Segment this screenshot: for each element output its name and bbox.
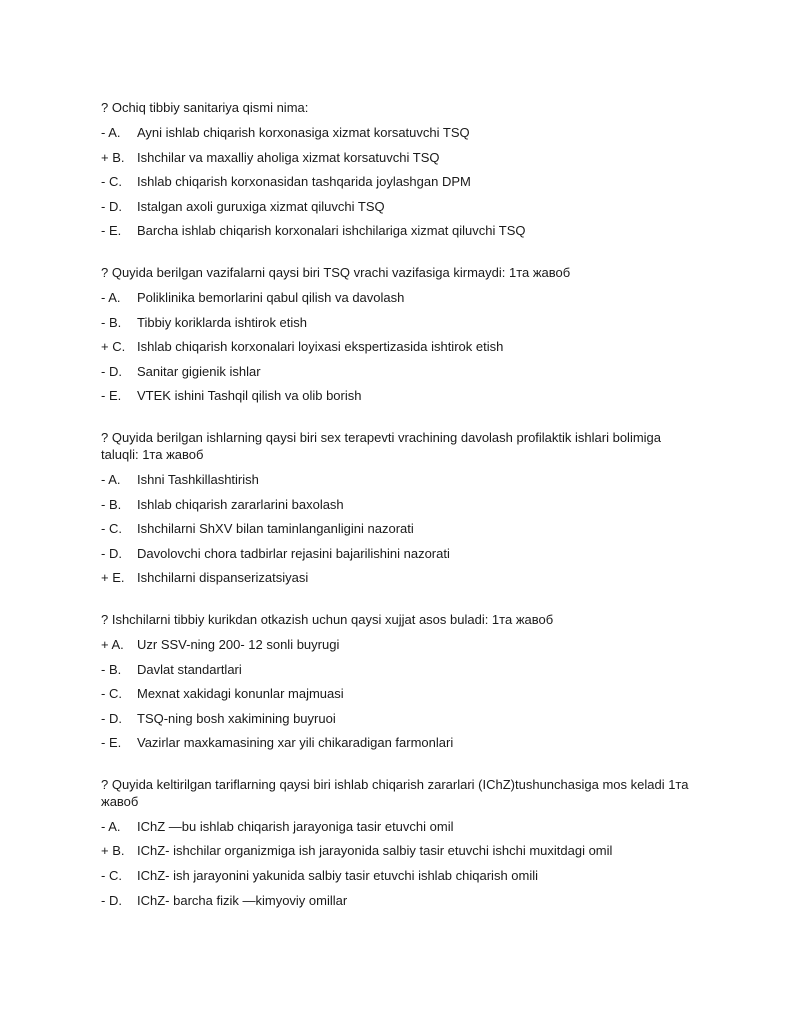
- answer-option: [101, 544, 701, 569]
- option-text: IChZ- ish jarayonini yakunida salbiy tasir etuvchi ishlab chiqarish omili: [137, 868, 539, 884]
- question-3: [101, 429, 701, 593]
- answer-option: [101, 684, 701, 709]
- option-marker: - D.: [101, 198, 122, 214]
- question-5: [101, 776, 701, 915]
- option-text: TSQ-ning bosh xakimining buyruoi: [137, 710, 336, 726]
- answer-option: [101, 519, 701, 544]
- option-text: Tibbiy koriklarda ishtirok etish: [137, 314, 308, 330]
- answer-option: [101, 635, 701, 660]
- question-2: [101, 264, 701, 411]
- option-text: VTEK ishini Tashqil qilish va olib borish: [137, 388, 362, 404]
- answer-option: [101, 288, 701, 313]
- question-4: [101, 611, 701, 758]
- answer-option: [101, 891, 701, 916]
- answer-option: [101, 386, 701, 411]
- option-marker: - D.: [101, 363, 122, 379]
- answer-option: [101, 470, 701, 495]
- option-text: Ishchilarni dispanserizatsiyasi: [137, 570, 309, 586]
- option-marker: - B.: [101, 314, 122, 330]
- option-text: Davolovchi chora tadbirlar rejasini bajarilishini nazorati: [137, 545, 450, 561]
- answer-option: [101, 841, 701, 866]
- option-text: Ishni Tashkillashtirish: [137, 471, 259, 487]
- option-marker: - B.: [101, 661, 122, 677]
- question-text: ? Quyida berilgan ishlarning qaysi biri sex terapevti vrachining davolash profilaktik ishlari bolimiga taluqli: 1та жавоб: [101, 429, 662, 462]
- option-text: Ishchilarni ShXV bilan taminlanganligini nazorati: [137, 521, 414, 537]
- option-marker: + A.: [101, 636, 124, 652]
- answer-option: [101, 172, 701, 197]
- question-text: ? Quyida berilgan vazifalarni qaysi biri TSQ vrachi vazifasiga kirmaydi: 1та жавоб: [101, 264, 571, 280]
- option-marker: + B.: [101, 843, 125, 859]
- option-text: Vazirlar maxkamasining xar yili chikaradigan farmonlari: [137, 735, 454, 751]
- option-marker: - D.: [101, 710, 122, 726]
- option-text: IChZ- ishchilar organizmiga ish jarayonida salbiy tasir etuvchi ishchi muxitdagi omil: [137, 843, 613, 859]
- option-text: Ishlab chiqarish korxonasidan tashqarida joylashgan DPM: [137, 174, 471, 190]
- option-text: Uzr SSV-ning 200- 12 sonli buyrugi: [137, 636, 340, 652]
- question-text: ? Ishchilarni tibbiy kurikdan otkazish uchun qaysi xujjat asos buladi: 1та жавоб: [101, 611, 554, 627]
- option-marker: - C.: [101, 174, 122, 190]
- option-marker: - E.: [101, 388, 122, 404]
- answer-option: [101, 495, 701, 520]
- answer-option: [101, 866, 701, 891]
- answer-option: [101, 733, 701, 758]
- question-1: [101, 99, 701, 246]
- question-text: ? Ochiq tibbiy sanitariya qismi nima:: [101, 100, 309, 115]
- option-text: Barcha ishlab chiqarish korxonalari ishchilariga xizmat qiluvchi TSQ: [137, 223, 526, 239]
- option-marker: - A.: [101, 289, 121, 305]
- option-text: Ayni ishlab chiqarish korxonasiga xizmat korsatuvchi TSQ: [137, 125, 470, 140]
- option-text: Ishlab chiqarish zararlarini baxolash: [137, 496, 344, 512]
- option-marker: - C.: [101, 521, 122, 537]
- option-marker: - A.: [101, 471, 121, 487]
- option-marker: - E.: [101, 735, 122, 751]
- option-marker: - C.: [101, 868, 122, 884]
- answer-option: [101, 313, 701, 338]
- option-marker: + B.: [101, 149, 125, 165]
- option-marker: - B.: [101, 496, 122, 512]
- question-text: ? Quyida keltirilgan tariflarning qaysi biri ishlab chiqarish zararlari (IChZ)tushunchasiga mos keladi 1та жавоб: [101, 776, 689, 809]
- answer-option: [101, 660, 701, 685]
- answer-option: [101, 362, 701, 387]
- option-marker: + E.: [101, 570, 125, 586]
- option-text: Davlat standartlari: [137, 661, 242, 677]
- answer-option: [101, 817, 701, 842]
- question-list: [101, 99, 701, 933]
- option-text: Istalgan axoli guruxiga xizmat qiluvchi TSQ: [137, 198, 385, 214]
- option-marker: - A.: [101, 125, 121, 140]
- option-marker: - D.: [101, 545, 122, 561]
- answer-option: [101, 568, 701, 593]
- answer-option: [101, 123, 701, 148]
- option-text: Ishlab chiqarish korxonalari loyixasi ekspertizasida ishtirok etish: [137, 339, 504, 355]
- option-text: Ishchilar va maxalliy aholiga xizmat korsatuvchi TSQ: [137, 149, 440, 165]
- answer-option: [101, 148, 701, 173]
- option-text: Poliklinika bemorlarini qabul qilish va davolash: [137, 289, 405, 305]
- option-marker: - C.: [101, 686, 122, 702]
- option-marker: - A.: [101, 818, 121, 834]
- option-marker: + C.: [101, 339, 126, 355]
- option-marker: - D.: [101, 892, 122, 908]
- answer-option: [101, 221, 701, 246]
- option-text: Mexnat xakidagi konunlar majmuasi: [137, 686, 344, 702]
- answer-option: [101, 709, 701, 734]
- answer-option: [101, 197, 701, 222]
- answer-option: [101, 337, 701, 362]
- option-text: IChZ- barcha fizik —kimyoviy omillar: [137, 892, 348, 908]
- option-text: IChZ —bu ishlab chiqarish jarayoniga tasir etuvchi omil: [137, 818, 454, 834]
- option-marker: - E.: [101, 223, 122, 239]
- option-text: Sanitar gigienik ishlar: [137, 363, 261, 379]
